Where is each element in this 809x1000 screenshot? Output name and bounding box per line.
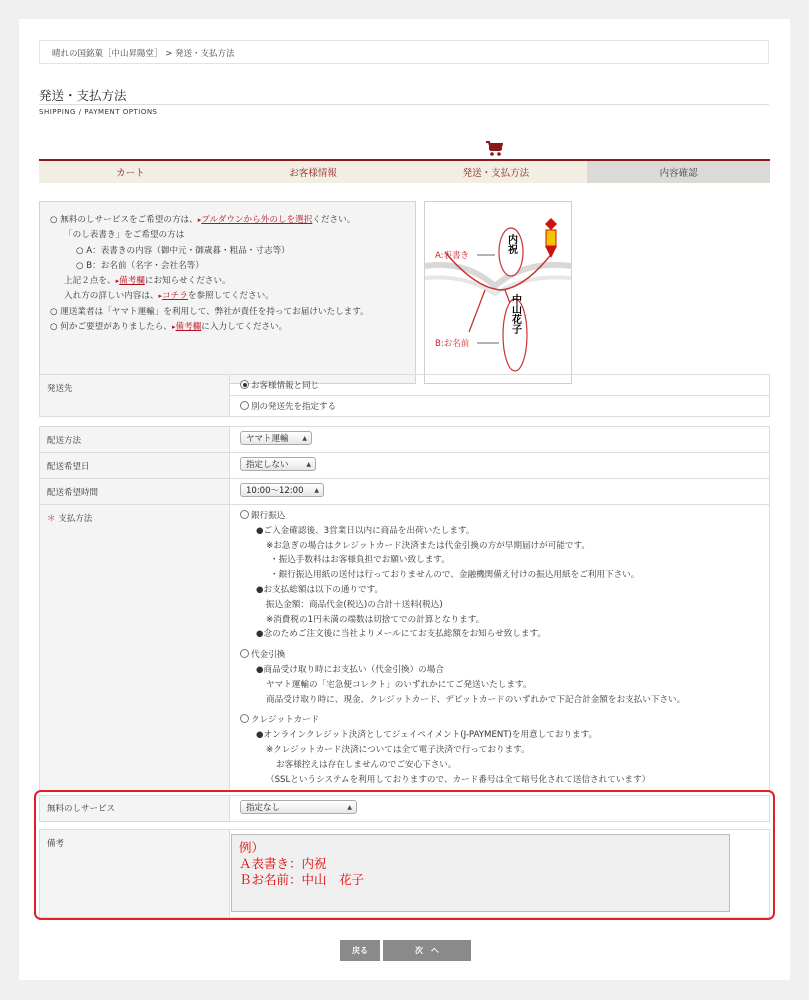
title-divider [39, 104, 769, 105]
info-line: 「のし表書き」をご希望の方は [64, 230, 185, 241]
payment-method-label [40, 505, 230, 792]
select-value: 10:00～12:00 [246, 486, 304, 496]
radio-icon[interactable] [240, 380, 249, 389]
payment-note: 振込金額：商品代金(税込)の合計＋送料(税込) [266, 599, 443, 610]
delivery-payment-table [39, 426, 770, 792]
info-line: ○ 無料のしサービスをご希望の方は、▸プルダウンから外のしを選択ください。 [50, 215, 356, 225]
shipping-label: 発送先 [40, 375, 230, 417]
info-text: にお知らせください。 [144, 276, 231, 287]
remarks-line: Ｂお名前：中山 花子 [239, 872, 365, 887]
info-text: を参照してください。 [187, 291, 274, 302]
remarks-line: Ａ表書き：内祝 [239, 856, 327, 871]
info-line: ○ B：お名前（名字・会社名等） [76, 260, 204, 271]
cart-icon [485, 141, 503, 157]
delivery-date-select[interactable] [240, 457, 316, 471]
noshi-sample-image [424, 201, 572, 384]
radio-icon[interactable] [240, 401, 249, 410]
payment-option-card[interactable] [240, 713, 769, 728]
option-label: お客様情報と同じ [251, 381, 320, 391]
option-label: クレジットカード [251, 715, 320, 726]
noshi-illustration [425, 202, 571, 383]
payment-label-text: 支払方法 [58, 514, 93, 524]
info-line: ○ A：表書きの内容（御中元・御歳暮・粗品・寸志等） [76, 245, 290, 256]
info-text: 上記２点を、 [64, 276, 116, 287]
step-cart: カート [39, 161, 222, 183]
select-value: ヤマト運輸 [246, 434, 289, 444]
payment-note: （SSLというシステムを利用しておりますので、カード番号は全て暗号化されて送信されています） [266, 774, 651, 785]
shipping-option-same[interactable] [230, 375, 770, 396]
arrow-icon: ▸ [115, 277, 120, 286]
page [19, 19, 790, 980]
info-box [39, 201, 416, 384]
arrow-icon: ▸ [197, 216, 202, 224]
remarks-link[interactable]: 備考欄 [119, 276, 145, 287]
noshi-service-label: 無料のしサービス [40, 796, 230, 822]
step-shipping-payment: 発送・支払方法 [405, 161, 588, 183]
option-label: 銀行振込 [251, 511, 286, 521]
info-line [50, 289, 405, 304]
payment-note: お客様控えは存在しませんのでご安心下さい。 [276, 759, 457, 770]
arrow-icon: ▸ [171, 323, 176, 332]
payment-note: ●商品受け取り時にお支払い（代金引換）の場合 [256, 664, 444, 675]
info-text: 何かご要望がありましたら、 [60, 322, 172, 333]
payment-note: ●オンラインクレジット決済としてジェイペイメント(J-PAYMENT)を用意しております。 [256, 730, 598, 741]
delivery-time-cell [230, 479, 770, 505]
name-text: 中山花子 [509, 294, 521, 334]
arrow-icon: ▸ [158, 292, 163, 301]
info-line: ○ 何かご要望がありましたら、▸備考欄に入力してください。 [50, 322, 288, 333]
select-value: 指定しない [246, 460, 289, 470]
pulldown-link[interactable]: プルダウンから外のしを選択 [201, 215, 313, 225]
highlight-frame [34, 790, 775, 920]
payment-note: ●念のためご注文後に当社よりメールにてお支払総額をお知らせ致します。 [256, 629, 546, 640]
label-b: B:お名前 [435, 339, 470, 349]
payment-note: ※お急ぎの場合はクレジットカード決済または代金引換の方が早期届けが可能です。 [266, 540, 591, 551]
updown-icon: ▲ [306, 461, 311, 468]
delivery-method-label: 配送方法 [40, 427, 230, 453]
info-line: ○ 運送業者は「ヤマト運輸」を利用して、弊社が責任を持ってお届けいたします。 [50, 306, 369, 317]
required-mark: ＊ [47, 514, 56, 524]
info-text: B：お名前（名字・会社名等） [86, 260, 204, 271]
updown-icon: ▲ [302, 435, 307, 442]
info-text: 無料のしサービスをご希望の方は、 [60, 215, 198, 225]
payment-option-bank[interactable] [240, 509, 769, 524]
remarks-link[interactable]: 備考欄 [175, 322, 202, 333]
step-customer-info: お客様情報 [222, 161, 405, 183]
breadcrumb[interactable]: 晴れの国銘菓［中山昇陽堂］ > 発送・支払方法 [39, 40, 769, 64]
omote-text: 内祝 [505, 234, 517, 254]
shipping-destination-table [39, 374, 770, 417]
payment-note: ※クレジットカード決済については全て電子決済で行っております。 [266, 744, 530, 755]
delivery-time-select[interactable] [240, 483, 324, 497]
info-text: 運送業者は「ヤマト運輸」を利用して、弊社が責任を持ってお届けいたします。 [60, 306, 369, 317]
select-value: 指定なし [246, 803, 281, 813]
radio-icon[interactable] [240, 649, 249, 658]
option-label: 代金引換 [251, 650, 286, 661]
updown-icon: ▲ [314, 487, 319, 494]
payment-note: ●お支払総額は以下の通りです。 [256, 584, 384, 595]
delivery-method-select[interactable] [240, 431, 312, 445]
delivery-date-cell [230, 453, 770, 479]
updown-icon: ▲ [347, 804, 352, 811]
page-title: 発送・支払方法 [39, 88, 127, 103]
payment-note: ・振込手数料はお客様負担でお願い致します。 [270, 555, 450, 566]
payment-note: 商品受け取り時に、現金、クレジットカード、デビットカードのいずれかで下記合計金額をお支払い下さい。 [266, 694, 686, 705]
payment-note: ヤマト運輸の「宅急便コレクト」のいずれかにてご発送いたします。 [266, 679, 532, 690]
shipping-option-other[interactable] [230, 396, 770, 417]
delivery-date-label: 配送希望日 [40, 453, 230, 479]
remarks-line: 例） [239, 840, 265, 855]
checkout-steps [39, 159, 770, 183]
page-subtitle: SHIPPING / PAYMENT OPTIONS [39, 108, 158, 116]
next-button[interactable]: 次 へ [383, 940, 471, 961]
back-button[interactable]: 戻る [340, 940, 380, 961]
info-text: 入れ方の詳しい内容は、 [64, 291, 159, 302]
delivery-time-label: 配送希望時間 [40, 479, 230, 505]
info-text: に入力してください。 [201, 322, 288, 333]
step-confirm: 内容確認 [587, 161, 770, 183]
info-text: ください。 [312, 215, 356, 225]
option-label: 別の発送先を指定する [251, 402, 337, 412]
radio-icon[interactable] [240, 714, 249, 723]
payment-option-cod[interactable] [240, 648, 769, 663]
info-text: A：表書きの内容（御中元・御歳暮・粗品・寸志等） [86, 245, 290, 256]
payment-methods [230, 505, 770, 792]
payment-note: ●ご入金確認後、3営業日以内に商品を出荷いたします。 [256, 525, 475, 536]
radio-icon[interactable] [240, 510, 249, 519]
label-a: A:表書き [435, 251, 470, 261]
payment-note: ※消費税の1円未満の端数は切捨てでの計算となります。 [266, 614, 485, 625]
payment-note: ・銀行振込用紙の送付は行っておりませんので、金融機関備え付けの振込用紙をご利用下さい。 [270, 570, 640, 581]
delivery-method-cell [230, 427, 770, 453]
info-line [50, 274, 405, 289]
here-link[interactable]: コチラ [162, 291, 188, 302]
remarks-label: 備考 [40, 830, 230, 918]
